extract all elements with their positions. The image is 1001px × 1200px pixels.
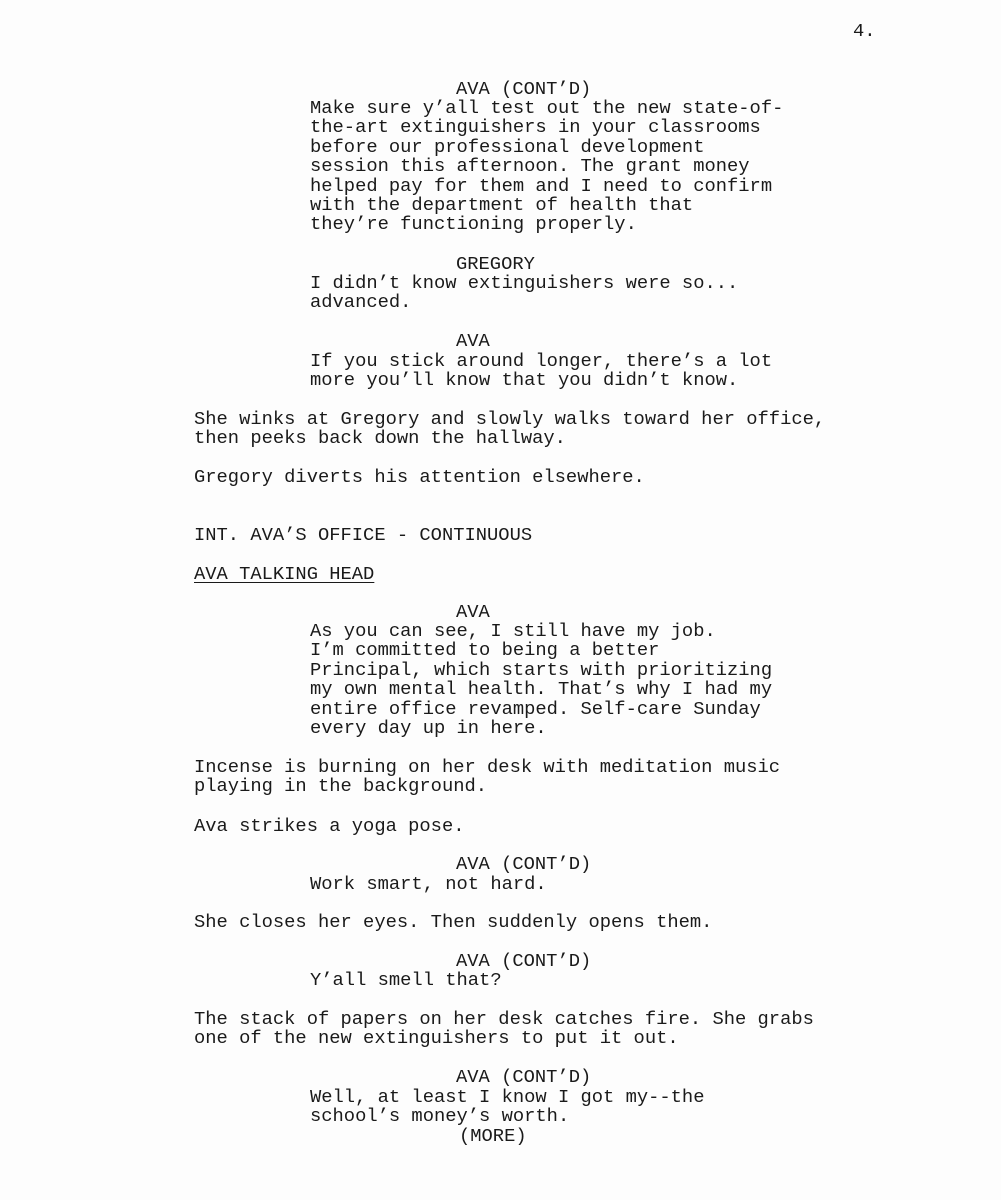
character-name: AVA (CONT’D) xyxy=(456,1066,592,1088)
character-name: AVA (CONT’D) xyxy=(456,853,592,875)
dialogue: Y’all smell that? xyxy=(310,969,502,991)
shot-heading: AVA TALKING HEAD xyxy=(194,563,375,585)
character-name: AVA xyxy=(456,330,490,352)
dialogue: Make sure y’all test out the new state-of- the-art extinguishers in your classrooms before our professional development session this afternoon. The grant money helped pay for them and I need to confirm with the department of health that they’re functioning properly. xyxy=(310,97,784,236)
action-line: Incense is burning on her desk with meditation music playing in the background. xyxy=(194,756,781,798)
more-marker: (MORE) xyxy=(459,1125,527,1147)
action-line: The stack of papers on her desk catches fire. She grabs one of the new extinguishers to put it out. xyxy=(194,1008,814,1050)
dialogue: I didn’t know extinguishers were so... advanced. xyxy=(310,272,739,314)
action-line: She closes her eyes. Then suddenly opens them. xyxy=(194,911,713,933)
scene-heading: INT. AVA’S OFFICE - CONTINUOUS xyxy=(194,524,533,546)
character-name: AVA (CONT’D) xyxy=(456,78,592,100)
character-name: AVA xyxy=(456,601,490,623)
action-line: Gregory diverts his attention elsewhere. xyxy=(194,466,645,488)
dialogue: If you stick around longer, there’s a lot more you’ll know that you didn’t know. xyxy=(310,350,773,392)
dialogue: Work smart, not hard. xyxy=(310,873,547,895)
character-name: AVA (CONT’D) xyxy=(456,950,592,972)
dialogue: As you can see, I still have my job. I’m committed to being a better Principal, which starts with prioritizing my own mental health. That’s why I had my entire office revamped. Self-care Sunday every day up in here. xyxy=(310,620,773,740)
dialogue: Well, at least I know I got my--the school’s money’s worth. xyxy=(310,1086,705,1128)
action-line: She winks at Gregory and slowly walks toward her office, then peeks back down the hallway. xyxy=(194,408,826,450)
character-name: GREGORY xyxy=(456,253,535,275)
action-line: Ava strikes a yoga pose. xyxy=(194,815,465,837)
page-number: 4. xyxy=(853,20,876,42)
